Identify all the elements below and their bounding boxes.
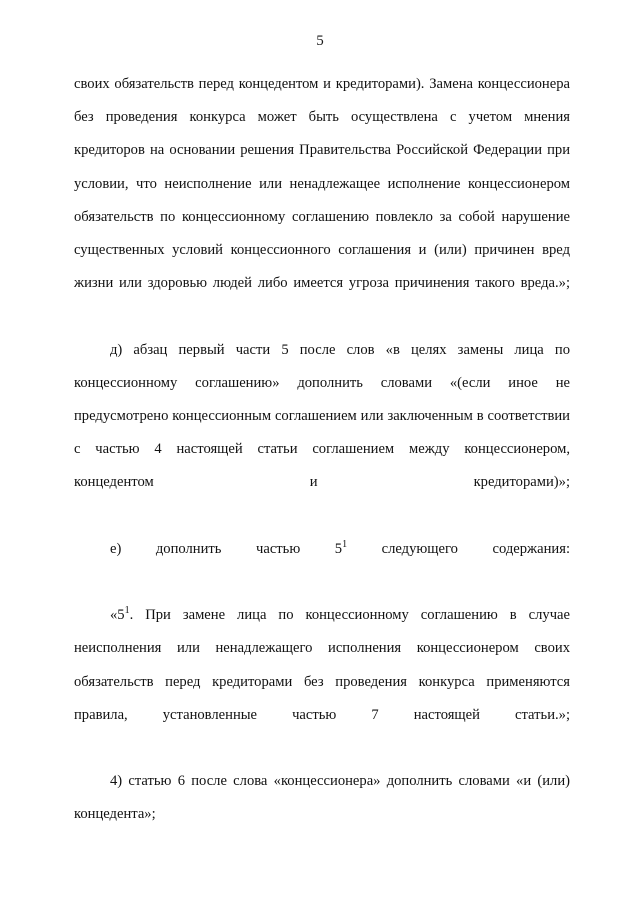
paragraph-1: своих обязательств перед концедентом и кредиторами). Замена концессионера без проведения конкурса может быть осуществлена с учетом мнения кредиторов на основании решения Правительства Российской Федерации при условии, что неисполнение или ненадлежащее исполнение концессионером обязательств по концессионному соглашению повлекло за собой нарушение существенных условий концессионного соглашения и (или) причинен вред жизни или здоровью людей либо имеется угроза причинения такого вреда.»; bbox=[74, 76, 570, 292]
paragraph-5: 4) статью 6 после слова «концессионера» дополнить словами «и (или) концедента»; bbox=[74, 773, 570, 823]
paragraph-3 bbox=[74, 533, 570, 599]
document-body bbox=[74, 68, 570, 865]
paragraph-3-text-before: е) дополнить частью 5 bbox=[110, 540, 343, 557]
paragraph-4-text-after: . При замене лица по концессионному соглашению в случае неисполнения или ненадлежащего исполнения концессионером своих обязательств перед кредиторами без проведения конкурса применяются правила, установленные частью 7 настоящей статьи.»; bbox=[74, 607, 570, 723]
paragraph-3-superscript: 1 bbox=[342, 538, 348, 550]
paragraph-2: д) абзац первый части 5 после слов «в целях замены лица по концессионному соглашению» дополнить словами «(если иное не предусмотрено концессионным соглашением или заключенным в соответствии с частью 4 настоящей статьи соглашением между концессионером, концедентом и кредиторами)»; bbox=[74, 341, 570, 491]
paragraph-3-text-after: следующего содержания: bbox=[347, 540, 570, 557]
paragraph-4 bbox=[74, 599, 570, 765]
paragraph-4-text-before: «5 bbox=[110, 607, 125, 624]
page-number: 5 bbox=[316, 33, 324, 49]
paragraph-4-superscript: 1 bbox=[124, 605, 130, 617]
